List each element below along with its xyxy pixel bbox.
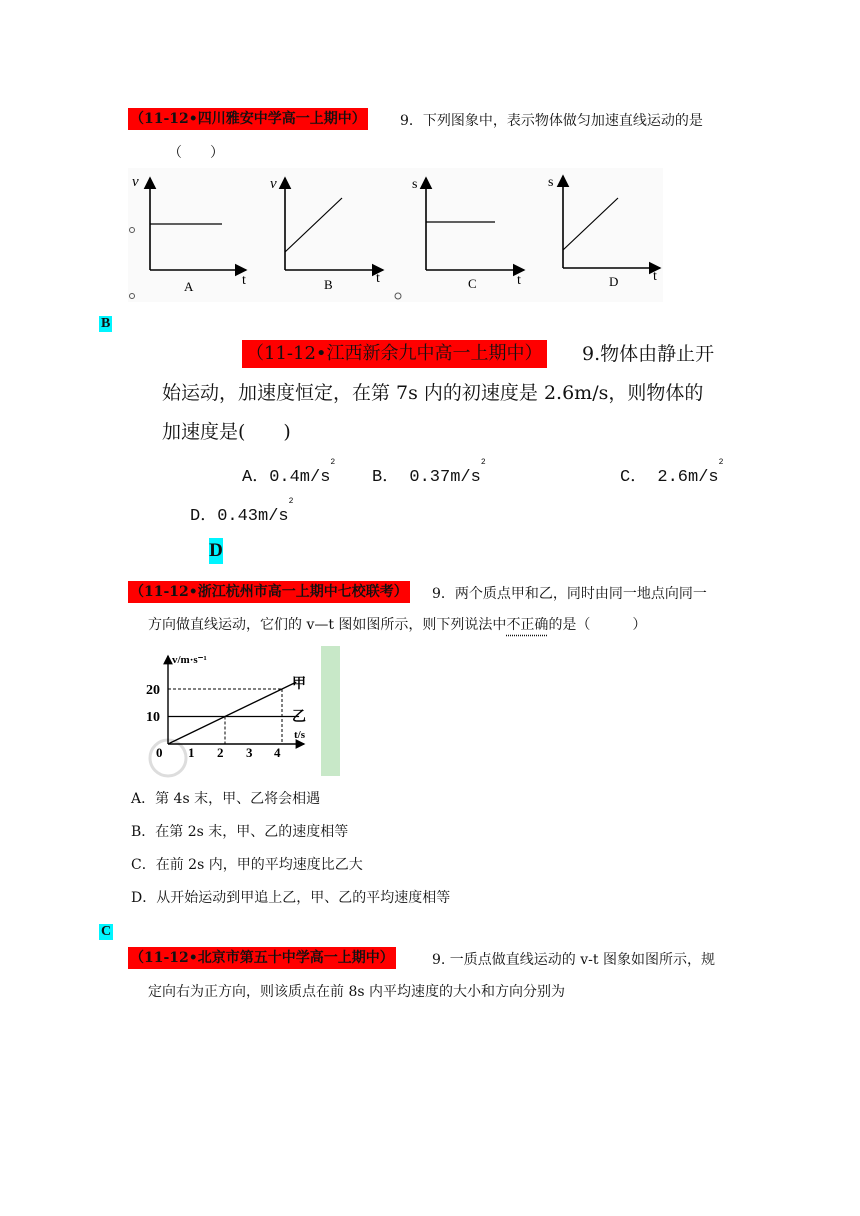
graph-b-caption: B [324, 277, 333, 292]
q2-line3: 加速度是( ) [162, 421, 291, 443]
q2-option-a: A．$0.4m/s^2$ [242, 458, 336, 487]
graph-a-caption: A [184, 279, 194, 294]
vt-xtick-3: 3 [246, 745, 253, 760]
q3-line2-c: 的是（ ） [548, 617, 647, 633]
series-jia-line [168, 682, 296, 744]
graph-d-caption: D [609, 274, 619, 289]
graph-d [548, 175, 660, 289]
vt-xtick-4: 4 [274, 745, 281, 760]
q1-answer-paren: （ ） [168, 145, 224, 161]
vt-ytick-20: 20 [146, 683, 160, 698]
q2-option-d: D．$0.43m/s^2$ [190, 497, 294, 526]
q3-option-a: A．第 4s 末，甲、乙将会相遇 [131, 791, 321, 807]
vt-xtick-1: 1 [188, 745, 195, 760]
q4-line2: 定向右为正方向，则该质点在前 8s 内平均速度的大小和方向分别为 [148, 984, 565, 1000]
q4-source-tag: （11-12•北京市第五十中学高一上期中） [128, 947, 396, 969]
q1-question-text: 9．下列图象中，表示物体做匀加速直线运动的是 [400, 113, 703, 129]
q3-vt-svg [142, 648, 342, 778]
q3-option-c: C．在前 2s 内，甲的平均速度比乙大 [131, 857, 363, 873]
q3-option-d: D．从开始运动到甲追上乙，甲、乙的平均速度相等 [131, 890, 451, 906]
graph-b-ylabel: v [270, 176, 277, 192]
graph-a [132, 174, 246, 294]
q2-source-tag: （11-12•江西新余九中高一上期中） [242, 340, 547, 368]
vt-ytick-0: 0 [156, 745, 163, 760]
q2-option-b: B． $0.37m/s^2$ [372, 458, 486, 487]
figure-side-bar [321, 646, 340, 776]
q2-option-c: C． $2.6m/s^2$ [620, 458, 724, 487]
vt-xtick-2: 2 [217, 745, 224, 760]
graph-b [270, 176, 383, 292]
q4-line1: 9. 一质点做直线运动的 v-t 图象如图所示，规 [432, 952, 715, 968]
graph-b-xlabel: t [376, 271, 380, 286]
vt-ytick-10: 10 [146, 710, 160, 725]
q3-answer: C [101, 924, 112, 939]
graph-c-ylabel: s [412, 177, 418, 192]
vt-series-yi: 乙 [292, 710, 306, 725]
graph-c-xlabel: t [517, 273, 521, 288]
vt-xlabel: t/s [294, 729, 305, 741]
graph-d-xlabel: t [653, 269, 657, 284]
graph-c [412, 177, 524, 291]
q3-option-b: B．在第 2s 末，甲、乙的速度相等 [131, 824, 349, 840]
q2-answer: D [209, 538, 223, 564]
q3-line2-a: 方向做直线运动，它们的 v—t 图如图所示，则下列说法中 [148, 617, 507, 633]
q2-line1: 9.物体由静止开 [582, 343, 715, 365]
q3-vt-chart [142, 648, 342, 778]
q3-line1: 9．两个质点甲和乙，同时由同一地点向同一 [432, 586, 707, 602]
q1-graphs-figure [128, 168, 663, 302]
vt-ylabel: v/m·s⁻¹ [172, 654, 207, 666]
vt-series-jia: 甲 [292, 677, 306, 692]
q1-answer: B [101, 316, 111, 331]
q1-source-tag: （11-12•四川雅安中学高一上期中） [128, 108, 368, 130]
q2-line2: 始运动，加速度恒定，在第 7s 内的初速度是 2.6m/s，则物体的 [162, 382, 704, 404]
graph-a-xlabel: t [242, 273, 246, 288]
q1-graphs-svg [128, 168, 663, 302]
q3-line2 [148, 616, 646, 634]
q3-emphasis: 不正确 [506, 617, 549, 633]
q3-source-tag: （11-12•浙江杭州市高一上期中七校联考） [128, 581, 410, 603]
graph-d-ylabel: s [548, 175, 554, 190]
graph-c-caption: C [468, 276, 477, 291]
graph-a-ylabel: v [132, 174, 139, 190]
